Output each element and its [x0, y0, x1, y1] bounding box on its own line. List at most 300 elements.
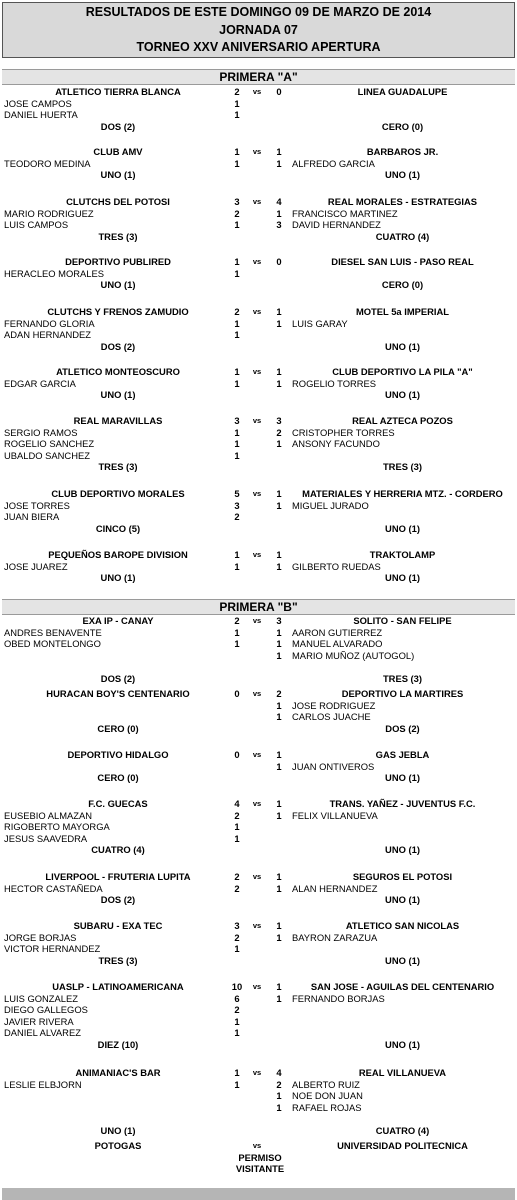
- home-scorer: LESLIE ELBJORN: [4, 1078, 82, 1090]
- home-scorer: JUAN BIERA: [4, 511, 60, 523]
- home-scorer-goals: 1: [234, 426, 240, 438]
- home-team-name: SUBARU - EXA TEC: [73, 920, 163, 931]
- away-score: 1: [276, 920, 282, 931]
- away-scorer-goals: 1: [276, 931, 282, 943]
- score-words-row: [0, 341, 517, 353]
- match-line: [0, 86, 517, 98]
- home-team-name: LIVERPOOL - FRUTERIA LUPITA: [45, 871, 191, 882]
- away-score-words: CERO (0): [381, 120, 424, 132]
- away-scorer-goals: 1: [276, 1101, 282, 1113]
- away-scorer-goals: 3: [276, 219, 282, 231]
- away-scorer: ALFREDO GARCIA: [292, 157, 375, 169]
- scorer-row: [0, 427, 517, 439]
- away-team-name: SEGUROS EL POTOSI: [352, 871, 453, 882]
- score-words-row: [0, 1039, 517, 1051]
- away-scorer-goals: 1: [276, 711, 282, 723]
- home-scorer-goals: 2: [234, 511, 240, 523]
- away-team-name: BARBAROS JR.: [366, 146, 439, 157]
- match-line: [0, 196, 517, 208]
- home-score: 0: [234, 688, 240, 699]
- header-title: RESULTADOS DE ESTE DOMINGO 09 DE MARZO DE 2014: [85, 5, 432, 19]
- away-team-name: REAL VILLANUEVA: [358, 1067, 447, 1078]
- home-scorer: JORGE BORJAS: [4, 931, 77, 943]
- home-score: 1: [234, 1067, 240, 1078]
- note-text: PERMISO: [238, 1151, 282, 1163]
- home-scorer: HECTOR CASTAÑEDA: [4, 882, 103, 894]
- scorer-row: [0, 329, 517, 341]
- scorer-row: [0, 1027, 517, 1039]
- home-score-words: DOS (2): [100, 120, 136, 132]
- score-words-row: [0, 121, 517, 133]
- away-score-words: UNO (1): [385, 389, 420, 401]
- away-score: 1: [276, 871, 282, 882]
- away-scorer: FELIX VILLANUEVA: [292, 809, 378, 821]
- home-scorer: OBED MONTELONGO: [4, 638, 101, 650]
- away-team-name: SOLITO - SAN FELIPE: [353, 615, 452, 626]
- scorer-row: [0, 219, 517, 231]
- away-team-name: SAN JOSE - AGUILAS DEL CENTENARIO: [310, 981, 495, 992]
- match-line: [0, 798, 517, 810]
- scorer-row: [0, 500, 517, 512]
- score-words-row: [0, 1125, 517, 1137]
- away-score: 3: [276, 415, 282, 426]
- away-score-words: UNO (1): [385, 844, 420, 856]
- away-scorer-goals: 1: [276, 438, 282, 450]
- home-scorer: HERACLEO MORALES: [4, 267, 105, 279]
- away-scorer: JUAN ONTIVEROS: [292, 760, 375, 772]
- away-team-name: TRANS. YAÑEZ - JUVENTUS F.C.: [329, 798, 476, 809]
- home-scorer-goals: 1: [234, 267, 240, 279]
- scorer-row: [0, 318, 517, 330]
- match-line: [0, 1067, 517, 1079]
- away-score: 3: [276, 615, 282, 626]
- score-words-row: [0, 461, 517, 473]
- home-scorer-goals: 1: [234, 438, 240, 450]
- home-team-name: REAL MARAVILLAS: [73, 415, 163, 426]
- away-scorer: BAYRON ZARAZUA: [292, 931, 378, 943]
- scorer-row: [0, 638, 517, 650]
- vs-label: vs: [252, 307, 262, 316]
- header-tournament: TORNEO XXV ANIVERSARIO APERTURA: [136, 40, 381, 54]
- home-scorer: JESUS SAAVEDRA: [4, 832, 88, 844]
- away-score-words: UNO (1): [385, 954, 420, 966]
- note-line: [0, 1152, 517, 1164]
- scorer-row: [0, 932, 517, 944]
- score-words-row: [0, 572, 517, 584]
- away-scorer-goals: 2: [276, 426, 282, 438]
- score-words-row: [0, 844, 517, 856]
- home-score: 3: [234, 196, 240, 207]
- scorer-row: [0, 833, 517, 845]
- home-scorer: JOSE JUAREZ: [4, 560, 68, 572]
- scorer-row: [0, 561, 517, 573]
- home-scorer-goals: 1: [234, 377, 240, 389]
- away-score: 1: [276, 146, 282, 157]
- vs-label: vs: [252, 982, 262, 991]
- vs-label: vs: [252, 689, 262, 698]
- away-scorer: CRISTOPHER TORRES: [292, 426, 395, 438]
- home-score: 1: [234, 366, 240, 377]
- away-score: 1: [276, 306, 282, 317]
- away-scorer-goals: 1: [276, 207, 282, 219]
- home-score: 2: [234, 306, 240, 317]
- vs-label: vs: [252, 416, 262, 425]
- section-header-primera-a: PRIMERA "A": [2, 69, 515, 85]
- scorer-row: [0, 109, 517, 121]
- home-score: 1: [234, 146, 240, 157]
- scorer-row: [0, 438, 517, 450]
- home-score-words: CUATRO (4): [91, 844, 145, 856]
- home-scorer: UBALDO SANCHEZ: [4, 449, 90, 461]
- home-score-words: UNO (1): [100, 572, 136, 584]
- home-scorer: LUIS GONZALEZ: [4, 992, 78, 1004]
- vs-label: vs: [252, 257, 262, 266]
- away-team-name: DEPORTIVO LA MARTIRES: [341, 688, 464, 699]
- scorer-row: [0, 627, 517, 639]
- home-team-name: ATLETICO TIERRA BLANCA: [55, 86, 181, 97]
- away-score: 0: [276, 86, 282, 97]
- away-scorer: FERNANDO BORJAS: [292, 992, 385, 1004]
- home-scorer-goals: 1: [234, 832, 240, 844]
- away-team-name: REAL AZTECA POZOS: [352, 415, 453, 426]
- home-score-words: UNO (1): [100, 1125, 136, 1136]
- home-scorer: TEODORO MEDINA: [4, 157, 91, 169]
- home-scorer-goals: 1: [234, 109, 240, 121]
- score-words-row: [0, 955, 517, 967]
- home-score: 1: [234, 256, 240, 267]
- scorer-row: [0, 378, 517, 390]
- home-team-name: CLUTCHS Y FRENOS ZAMUDIO: [47, 306, 189, 317]
- home-score-words: CERO (0): [97, 772, 139, 784]
- vs-label: vs: [252, 550, 262, 559]
- away-scorer: NOE DON JUAN: [292, 1090, 363, 1102]
- home-scorer-goals: 1: [234, 219, 240, 231]
- home-score-words: TRES (3): [98, 954, 138, 966]
- scorer-row: [0, 943, 517, 955]
- away-scorer-goals: 1: [276, 377, 282, 389]
- scorer-row: [0, 450, 517, 462]
- away-team-name: MOTEL 5a IMPERIAL: [355, 306, 450, 317]
- home-scorer-goals: 3: [234, 499, 240, 511]
- home-scorer-goals: 1: [234, 449, 240, 461]
- home-score-words: DOS (2): [100, 894, 136, 906]
- vs-label: vs: [252, 616, 262, 625]
- home-scorer: VICTOR HERNANDEZ: [4, 943, 101, 955]
- away-team-name: LINEA GUADALUPE: [357, 86, 448, 97]
- home-score-words: DOS (2): [100, 673, 136, 684]
- home-scorer: JAVIER RIVERA: [4, 1015, 74, 1027]
- home-scorer: ROGELIO SANCHEZ: [4, 438, 95, 450]
- section-header-primera-b: PRIMERA "B": [2, 599, 515, 615]
- away-score: 1: [276, 549, 282, 560]
- home-score-words: CINCO (5): [95, 522, 141, 534]
- away-score: 1: [276, 366, 282, 377]
- away-scorer-goals: 1: [276, 882, 282, 894]
- home-team-name: HURACAN BOY'S CENTENARIO: [46, 688, 190, 699]
- score-words-row: [0, 231, 517, 243]
- vs-label: vs: [252, 921, 262, 930]
- home-scorer-goals: 1: [234, 329, 240, 341]
- scorer-row: [0, 208, 517, 220]
- home-scorer-goals: 2: [234, 1004, 240, 1016]
- home-scorer-goals: 6: [234, 992, 240, 1004]
- vs-label: vs: [252, 750, 262, 759]
- home-team-name: DEPORTIVO HIDALGO: [67, 749, 169, 760]
- home-scorer-goals: 1: [234, 943, 240, 955]
- away-scorer: RAFAEL ROJAS: [292, 1101, 362, 1113]
- home-scorer-goals: 1: [234, 157, 240, 169]
- away-score-words: UNO (1): [385, 522, 420, 534]
- match-line: [0, 871, 517, 883]
- scorer-row: [0, 761, 517, 773]
- away-scorer: LUIS GARAY: [292, 317, 348, 329]
- home-team-name: F.C. GUECAS: [88, 798, 148, 809]
- scorer-row: [0, 821, 517, 833]
- home-scorer: MARIO RODRIGUEZ: [4, 207, 94, 219]
- away-scorer: ANSONY FACUNDO: [292, 438, 380, 450]
- scorer-row: [0, 98, 517, 110]
- score-words-row: [0, 772, 517, 784]
- away-scorer-goals: 2: [276, 1078, 282, 1090]
- away-scorer-goals: 1: [276, 992, 282, 1004]
- away-scorer-goals: 1: [276, 317, 282, 329]
- scorer-row: [0, 511, 517, 523]
- vs-label: vs: [252, 872, 262, 881]
- home-score-words: CERO (0): [97, 722, 139, 734]
- match-line: [0, 615, 517, 627]
- away-scorer-goals: 1: [276, 157, 282, 169]
- away-score-words: TRES (3): [382, 461, 423, 473]
- home-team-name: CLUTCHS DEL POTOSI: [66, 196, 170, 207]
- away-scorer-goals: 1: [276, 699, 282, 711]
- home-score: 2: [234, 871, 240, 882]
- away-score-words: CUATRO (4): [375, 1125, 430, 1136]
- away-team-name: DIESEL SAN LUIS - PASO REAL: [331, 256, 474, 267]
- vs-label: vs: [252, 489, 262, 498]
- home-scorer: EDGAR GARCIA: [4, 377, 76, 389]
- away-scorer: ALAN HERNANDEZ: [292, 882, 378, 894]
- away-scorer-goals: 1: [276, 560, 282, 572]
- away-team-name: ATLETICO SAN NICOLAS: [345, 920, 460, 931]
- match-line: [0, 549, 517, 561]
- home-scorer-goals: 1: [234, 638, 240, 650]
- away-team-name: REAL MORALES - ESTRATEGIAS: [327, 196, 478, 207]
- away-score: 1: [276, 488, 282, 499]
- away-team-name: CLUB DEPORTIVO LA PILA "A": [332, 366, 473, 377]
- vs-label: vs: [252, 197, 262, 206]
- match-line: [0, 488, 517, 500]
- home-score: 10: [231, 981, 243, 992]
- home-scorer-goals: 1: [234, 821, 240, 833]
- home-score-words: TRES (3): [98, 230, 138, 242]
- score-words-row: [0, 169, 517, 181]
- note-line: [0, 1163, 517, 1175]
- home-score-words: TRES (3): [98, 461, 138, 473]
- home-team-name: PEQUEÑOS BAROPE DIVISION: [48, 549, 188, 560]
- home-team-name: UASLP - LATINOAMERICANA: [52, 981, 184, 992]
- away-team-name: UNIVERSIDAD POLITECNICA: [337, 1140, 468, 1151]
- away-scorer: JOSE RODRIGUEZ: [292, 699, 376, 711]
- away-score: 0: [276, 256, 282, 267]
- vs-label: vs: [252, 799, 262, 808]
- home-scorer: ANDRES BENAVENTE: [4, 626, 102, 638]
- vs-label: vs: [252, 87, 262, 96]
- home-scorer-goals: 1: [234, 560, 240, 572]
- home-scorer: LUIS CAMPOS: [4, 219, 69, 231]
- match-line: [0, 749, 517, 761]
- home-team-name: CLUB AMV: [93, 146, 143, 157]
- report-header: [2, 2, 515, 58]
- vs-label: vs: [252, 1068, 262, 1077]
- home-team-name: ATLETICO MONTEOSCURO: [56, 366, 180, 377]
- home-score-words: UNO (1): [100, 169, 136, 181]
- scorer-row: [0, 711, 517, 723]
- away-score-words: CERO (0): [381, 279, 424, 291]
- away-scorer: MARIO MUÑOZ (AUTOGOL): [292, 649, 415, 661]
- home-scorer-goals: 2: [234, 931, 240, 943]
- away-score-words: DOS (2): [385, 722, 420, 734]
- away-scorer-goals: 1: [276, 499, 282, 511]
- home-score: 1: [234, 549, 240, 560]
- home-scorer-goals: 1: [234, 1078, 240, 1090]
- away-score-words: CUATRO (4): [375, 230, 430, 242]
- away-scorer: ROGELIO TORRES: [292, 377, 377, 389]
- home-scorer: ADAN HERNANDEZ: [4, 329, 91, 341]
- away-score: 1: [276, 798, 282, 809]
- home-team-name: DEPORTIVO PUBLIRED: [65, 256, 171, 267]
- home-scorer: DIEGO GALLEGOS: [4, 1004, 88, 1016]
- match-line: [0, 306, 517, 318]
- away-scorer: MIGUEL JURADO: [292, 499, 369, 511]
- match-line: [0, 1140, 517, 1152]
- home-score-words: DOS (2): [100, 340, 136, 352]
- away-team-name: MATERIALES Y HERRERIA MTZ. - CORDERO: [302, 488, 503, 499]
- scorer-row: [0, 1004, 517, 1016]
- home-scorer: DANIEL ALVAREZ: [4, 1027, 81, 1039]
- home-team-name: POTOGAS: [94, 1140, 142, 1151]
- away-scorer-goals: 1: [276, 1090, 282, 1102]
- header-round: JORNADA 07: [219, 22, 298, 37]
- home-score: 2: [234, 86, 240, 97]
- home-scorer: SERGIO RAMOS: [4, 426, 78, 438]
- away-scorer: FRANCISCO MARTINEZ: [292, 207, 398, 219]
- match-line: [0, 415, 517, 427]
- home-score-words: DIEZ (10): [97, 1039, 139, 1050]
- away-score-words: UNO (1): [385, 1039, 420, 1050]
- footer-bar: [2, 1188, 515, 1200]
- home-scorer: DANIEL HUERTA: [4, 109, 78, 121]
- scorer-row: [0, 1016, 517, 1028]
- scorer-row: [0, 810, 517, 822]
- home-team-name: CLUB DEPORTIVO MORALES: [51, 488, 185, 499]
- away-scorer: AARON GUTIERREZ: [292, 626, 383, 638]
- home-scorer-goals: 2: [234, 882, 240, 894]
- score-words-row: [0, 723, 517, 735]
- away-scorer: ALBERTO RUIZ: [292, 1078, 360, 1090]
- note-text: VISITANTE: [235, 1163, 285, 1175]
- home-score-words: UNO (1): [100, 279, 136, 291]
- home-scorer: JOSE TORRES: [4, 499, 70, 511]
- away-score: 4: [276, 1067, 282, 1078]
- away-scorer: DAVID HERNANDEZ: [292, 219, 381, 231]
- home-scorer-goals: 1: [234, 1015, 240, 1027]
- home-scorer-goals: 1: [234, 317, 240, 329]
- home-score: 0: [234, 749, 240, 760]
- home-scorer: JOSE CAMPOS: [4, 97, 72, 109]
- away-scorer: CARLOS JUACHE: [292, 711, 371, 723]
- home-scorer: RIGOBERTO MAYORGA: [4, 821, 110, 833]
- away-scorer: MANUEL ALVARADO: [292, 638, 383, 650]
- score-words-row: [0, 673, 517, 685]
- away-scorer: GILBERTO RUEDAS: [292, 560, 381, 572]
- home-scorer-goals: 2: [234, 809, 240, 821]
- away-score: 1: [276, 981, 282, 992]
- home-score: 3: [234, 415, 240, 426]
- scorer-row: [0, 158, 517, 170]
- away-score-words: UNO (1): [385, 894, 420, 906]
- score-words-row: [0, 894, 517, 906]
- home-team-name: EXA IP - CANAY: [82, 615, 154, 626]
- home-scorer-goals: 1: [234, 626, 240, 638]
- match-line: [0, 920, 517, 932]
- score-words-row: [0, 523, 517, 535]
- away-scorer-goals: 1: [276, 760, 282, 772]
- scorer-row: [0, 268, 517, 280]
- away-score-words: UNO (1): [385, 572, 420, 584]
- vs-label: vs: [252, 1141, 262, 1150]
- scorer-row: [0, 1079, 517, 1091]
- away-score-words: UNO (1): [385, 772, 420, 784]
- away-team-name: TRAKTOLAMP: [369, 549, 436, 560]
- score-words-row: [0, 389, 517, 401]
- away-scorer-goals: 1: [276, 638, 282, 650]
- score-words-row: [0, 279, 517, 291]
- match-line: [0, 146, 517, 158]
- scorer-row: [0, 883, 517, 895]
- match-line: [0, 366, 517, 378]
- vs-label: vs: [252, 367, 262, 376]
- away-score: 4: [276, 196, 282, 207]
- home-team-name: ANIMANIAC'S BAR: [75, 1067, 161, 1078]
- away-score: 1: [276, 749, 282, 760]
- scorer-row: [0, 700, 517, 712]
- home-scorer: FERNANDO GLORIA: [4, 317, 95, 329]
- home-score: 5: [234, 488, 240, 499]
- away-scorer-goals: 1: [276, 809, 282, 821]
- away-scorer-goals: 1: [276, 649, 282, 661]
- scorer-row: [0, 650, 517, 662]
- away-score-words: TRES (3): [382, 673, 423, 684]
- scorer-row: [0, 1102, 517, 1114]
- away-scorer-goals: 1: [276, 626, 282, 638]
- match-line: [0, 688, 517, 700]
- home-scorer: EUSEBIO ALMAZAN: [4, 809, 93, 821]
- scorer-row: [0, 1090, 517, 1102]
- home-score: 3: [234, 920, 240, 931]
- away-score: 2: [276, 688, 282, 699]
- match-line: [0, 256, 517, 268]
- home-score: 2: [234, 615, 240, 626]
- away-score-words: UNO (1): [385, 340, 420, 352]
- home-score-words: UNO (1): [100, 389, 136, 401]
- home-scorer-goals: 1: [234, 97, 240, 109]
- home-scorer-goals: 1: [234, 1027, 240, 1039]
- away-score-words: UNO (1): [385, 169, 420, 181]
- scorer-row: [0, 993, 517, 1005]
- home-scorer-goals: 2: [234, 207, 240, 219]
- home-score: 4: [234, 798, 240, 809]
- vs-label: vs: [252, 147, 262, 156]
